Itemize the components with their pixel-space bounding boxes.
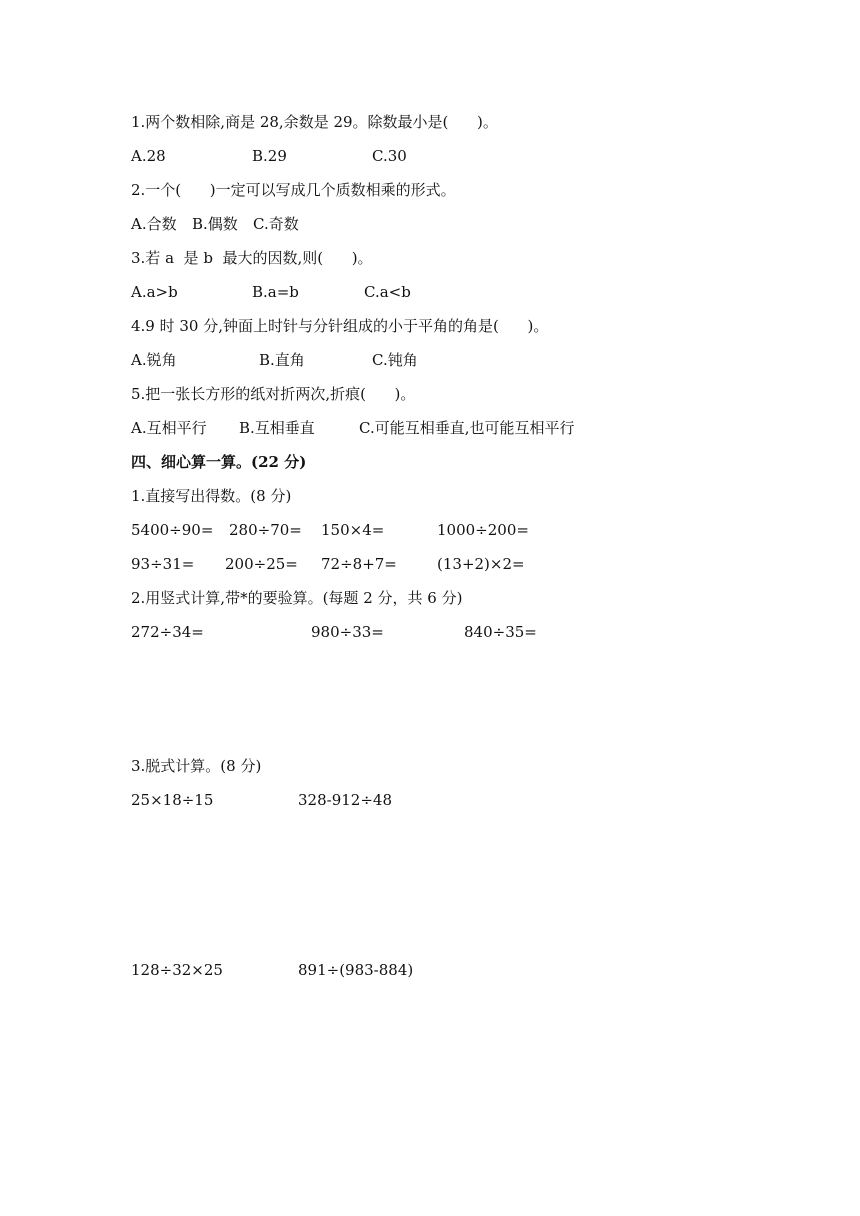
oral-calc-item: 5400÷90=	[131, 521, 214, 539]
q2-option-c: C.奇数	[253, 215, 299, 233]
vertical-calc-item: 840÷35=	[464, 623, 537, 641]
oral-calc-item: 72÷8+7=	[321, 555, 397, 573]
q3-option-b: B.a=b	[252, 283, 299, 301]
stepwise-calc-item: 25×18÷15	[131, 791, 214, 809]
oral-calc-item: 1000÷200=	[437, 521, 529, 539]
q5-option-c: C.可能互相垂直,也可能互相平行	[359, 419, 575, 437]
stepwise-calc-item: 328-912÷48	[298, 791, 392, 809]
q2-option-a: A.合数	[131, 215, 177, 233]
q3-option-a: A.a>b	[131, 283, 178, 301]
part-2-title: 2.用竖式计算,带*的要验算。(每题 2 分，共 6 分)	[131, 589, 463, 607]
question-1: 1.两个数相除,商是 28,余数是 29。除数最小是( )。	[131, 113, 498, 131]
q1-option-b: B.29	[252, 147, 287, 165]
part-1-title: 1.直接写出得数。(8 分)	[131, 487, 292, 505]
q5-option-b: B.互相垂直	[239, 419, 315, 437]
question-2: 2.一个( )一定可以写成几个质数相乘的形式。	[131, 181, 456, 199]
question-3: 3.若 a 是 b 最大的因数,则( )。	[131, 249, 373, 267]
q5-option-a: A.互相平行	[131, 419, 207, 437]
vertical-calc-item: 272÷34=	[131, 623, 204, 641]
stepwise-calc-item: 891÷(983-884)	[298, 961, 414, 979]
q3-option-c: C.a<b	[364, 283, 411, 301]
q2-option-b: B.偶数	[192, 215, 238, 233]
stepwise-calc-item: 128÷32×25	[131, 961, 223, 979]
oral-calc-item: 150×4=	[321, 521, 385, 539]
oral-calc-item: 200÷25=	[225, 555, 298, 573]
oral-calc-item: (13+2)×2=	[437, 555, 525, 573]
question-5: 5.把一张长方形的纸对折两次,折痕( )。	[131, 385, 416, 403]
section-4-title: 四、细心算一算。(22 分)	[131, 453, 307, 471]
question-4: 4.9 时 30 分,钟面上时针与分针组成的小于平角的角是( )。	[131, 317, 549, 335]
q4-option-a: A.锐角	[131, 351, 177, 369]
q1-option-a: A.28	[131, 147, 166, 165]
part-3-title: 3.脱式计算。(8 分)	[131, 757, 262, 775]
q1-option-c: C.30	[372, 147, 407, 165]
oral-calc-item: 93÷31=	[131, 555, 195, 573]
q4-option-c: C.钝角	[372, 351, 418, 369]
oral-calc-item: 280÷70=	[229, 521, 302, 539]
vertical-calc-item: 980÷33=	[311, 623, 384, 641]
q4-option-b: B.直角	[259, 351, 305, 369]
